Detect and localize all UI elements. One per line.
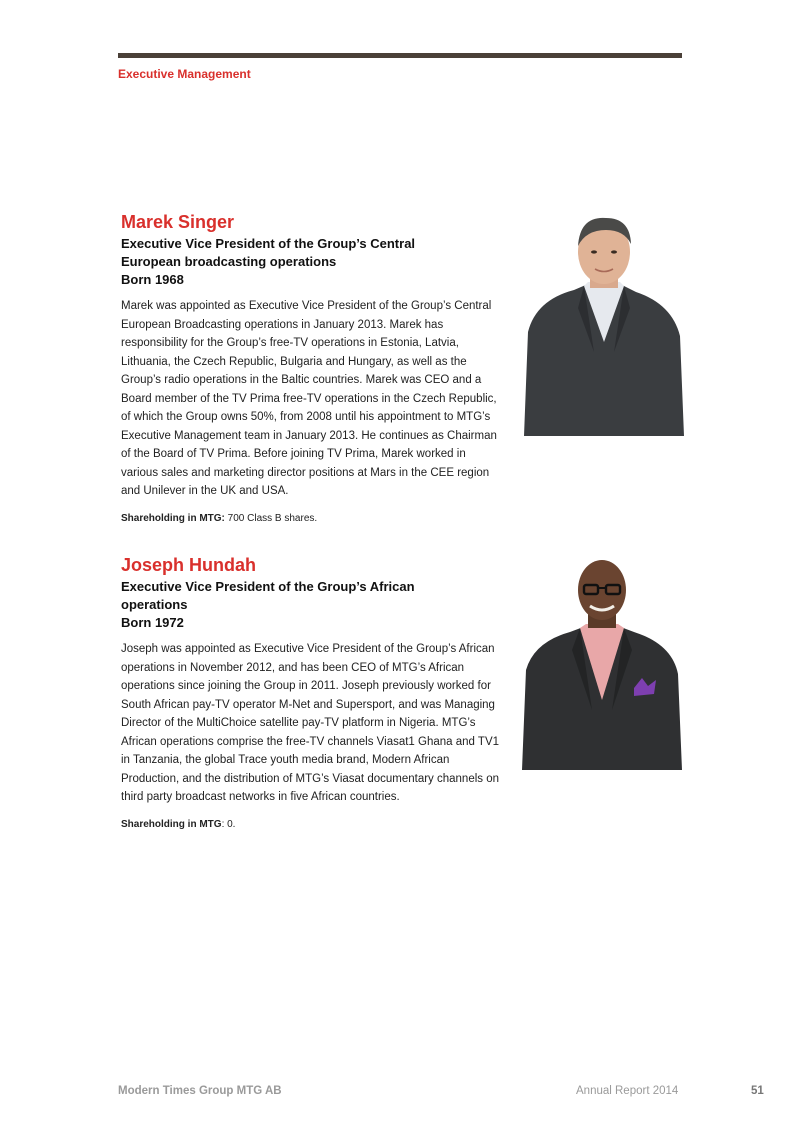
- shareholding-label: Shareholding in MTG: [121, 818, 222, 830]
- shareholding: [121, 819, 501, 830]
- executive-name: Marek Singer: [121, 212, 235, 232]
- portrait-photo-marek-singer: [524, 212, 684, 436]
- executive-role: Executive Vice President of the Group’s Central European broadcasting operations: [121, 236, 416, 269]
- executive-profile-joseph-hundah: [121, 555, 501, 830]
- footer-company: Modern Times Group MTG AB: [118, 1085, 282, 1097]
- shareholding: [121, 513, 501, 524]
- executive-role: Executive Vice President of the Group’s African operations: [121, 579, 415, 612]
- executive-bio: Joseph was appointed as Executive Vice President of the Group’s African operations in November 2012, and has been CEO of MTG’s African operations since joining the Group in 2011. Joseph previously worked for South African pay-TV operator M-Net and Supersport, and was Managing Director of the MultiChoice satellite pay-TV platform in Nigeria. MTG’s African operations comprise the free-TV channels Viasat1 Ghana and TV1 in Tanzania, the global Trace youth media brand, Modern African Production, and the distribution of MTG’s Viasat documentary channels on third party broadcast networks in five African countries.: [121, 643, 500, 803]
- footer-report-title: Annual Report 2014: [576, 1085, 679, 1097]
- executive-born: Born 1968: [121, 272, 184, 287]
- executive-bio: Marek was appointed as Executive Vice President of the Group’s Central European Broadcasting operations in January 2013. Marek has responsibility for the Group’s free-TV operations in Estonia, Latvia, Lithuania, the Czech Republic, Bulgaria and Hungary, as well as the Group’s radio operations in the Baltic countries. Marek was CEO and a Board member of the TV Prima free-TV operations in the Czech Republic, of which the Group owns 50%, from 2008 until his appointment to MTG’s Executive Management team in January 2013. He continues as Chairman of the Board of TV Prima. Before joining TV Prima, Marek worked in various sales and marketing director positions at Mars in the CEE region and Unilever in the UK and USA.: [121, 300, 497, 497]
- shareholding-value: 700 Class B shares.: [224, 512, 318, 524]
- shareholding-value: : 0.: [221, 818, 236, 830]
- portrait-photo-joseph-hundah: [522, 550, 682, 770]
- executive-born: Born 1972: [121, 615, 184, 630]
- top-rule: [118, 53, 682, 58]
- executive-name: Joseph Hundah: [121, 555, 257, 575]
- page-number: 51: [751, 1085, 764, 1097]
- executive-profile-marek-singer: [121, 212, 501, 524]
- section-label: Executive Management: [118, 67, 251, 81]
- shareholding-label: Shareholding in MTG:: [121, 512, 225, 524]
